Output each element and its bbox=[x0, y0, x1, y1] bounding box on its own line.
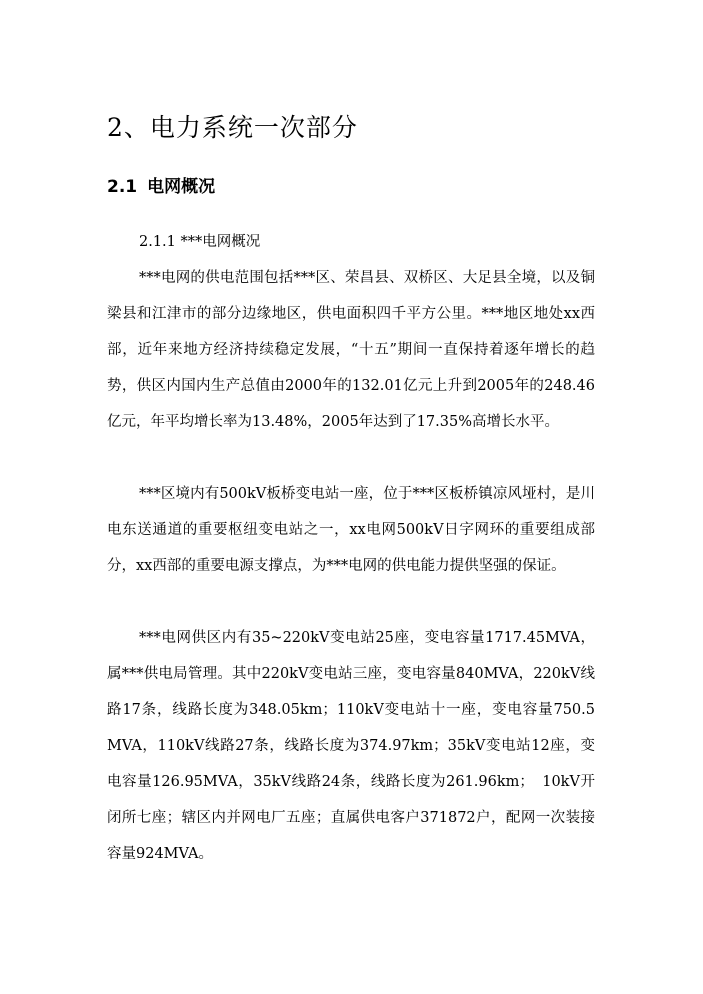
paragraph-grid-statistics: ***电网供区内有35~220kV变电站25座，变电容量1717.45MVA，属***供电局管理。其中220kV变电站三座，变电容量840MVA，220kV线路17条，线路长度为348.05km；110kV变电站十一座，变电容量750.5 MVA，110kV线路27条，线路长度为374.97km；35kV变电站12座，变电容量126.95MVA，35kV线路24条，线路长度为261.96km； 10kV开闭所七座；辖区内并网电厂五座；直属供电客户371872户，配网一次装接容量924MVA。 bbox=[107, 630, 595, 862]
paragraph-500kv-substation: ***区境内有500kV板桥变电站一座，位于***区板桥镇凉风垭村，是川电东送通道的重要枢纽变电站之一，xx电网500kV日字网环的重要组成部分，xx西部的重要电源支撑点，为***电网的供电能力提供坚强的保证。 bbox=[107, 486, 595, 574]
section-number: 2.1 bbox=[107, 177, 138, 197]
chapter-title: 2、电力系统一次部分 bbox=[107, 113, 358, 142]
paragraph-service-area: ***电网的供电范围包括***区、荣昌县、双桥区、大足县全境，以及铜梁县和江津市的部分边缘地区，供电面积四千平方公里。***地区地处xx西部，近年来地方经济持续稳定发展，“十五”期间一直保持着逐年增长的趋势，供区内国内生产总值由2000年的132.01亿元上升到2005年的248.46亿元，年平均增长率为13.48%，2005年达到了17.35%高增长水平。 bbox=[107, 270, 595, 430]
section-heading bbox=[107, 172, 215, 202]
section-title: 电网概况 bbox=[147, 177, 216, 197]
subsection-title: 2.1.1 ***电网概况 bbox=[139, 234, 261, 250]
